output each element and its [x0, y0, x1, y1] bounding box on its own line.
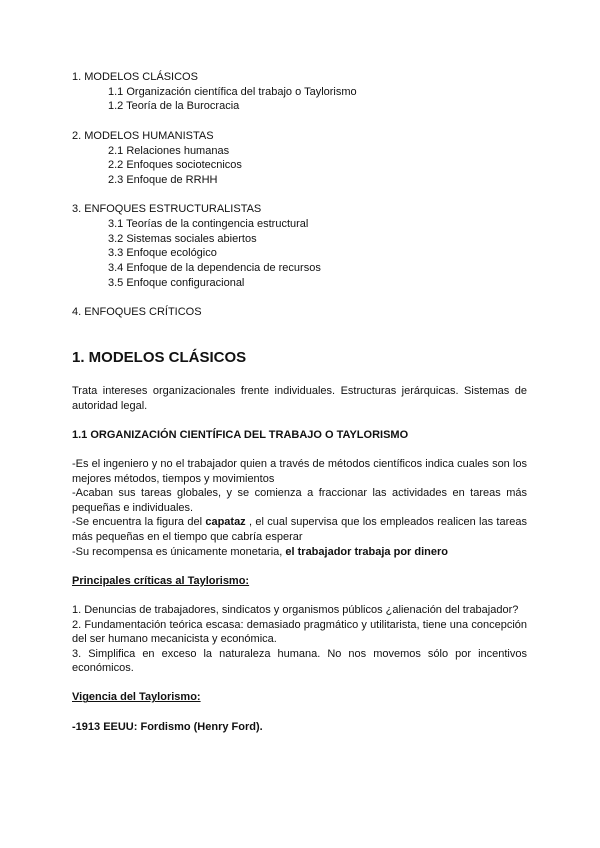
toc-title: 2. MODELOS HUMANISTAS	[72, 129, 214, 142]
toc-item: 3.4 Enfoque de la dependencia de recursos	[108, 262, 321, 275]
vigencia-heading: Vigencia del Taylorismo:	[72, 691, 201, 704]
toc-title: 4. ENFOQUES CRÍTICOS	[72, 306, 202, 319]
bullet-bold-text: el trabajador trabaja por dinero	[285, 545, 448, 558]
document-body	[72, 348, 527, 734]
bullet-bold-text: capataz	[205, 516, 246, 529]
toc-title: 3. ENFOQUES ESTRUCTURALISTAS	[72, 203, 262, 216]
critica-item: 1. Denuncias de trabajadores, sindicatos y organismos públicos ¿alienación del trabajador?	[72, 603, 519, 616]
toc-item: 1.2 Teoría de la Burocracia	[108, 100, 240, 113]
toc-group-1	[72, 70, 532, 114]
toc-title: 1. MODELOS CLÁSICOS	[72, 71, 198, 83]
toc-group-4	[72, 305, 532, 320]
toc-item: 1.1 Organización científica del trabajo o Taylorismo	[108, 85, 357, 98]
bullet-paragraph	[72, 515, 527, 544]
toc-group-3	[72, 202, 532, 290]
intro-paragraph: Trata intereses organizacionales frente individuales. Estructuras jerárquicas. Sistemas de autoridad legal.	[72, 385, 527, 412]
toc-group-2	[72, 129, 532, 188]
table-of-contents	[72, 70, 532, 335]
bullet-text: -Su recompensa es únicamente monetaria,	[72, 545, 286, 558]
toc-item: 2.2 Enfoques sociotecnicos	[108, 159, 242, 172]
subsection-heading: 1.1 ORGANIZACIÓN CIENTÍFICA DEL TRABAJO O TAYLORISMO	[72, 428, 409, 441]
critica-item: 3. Simplifica en exceso la naturaleza humana. No nos movemos sólo por incentivos económicos.	[72, 647, 527, 675]
section-heading: 1. MODELOS CLÁSICOS	[72, 349, 247, 366]
criticas-heading: Principales críticas al Taylorismo:	[72, 574, 250, 587]
bullet-text: -Se encuentra la figura del	[72, 516, 206, 529]
bullet-paragraph: -Acaban sus tareas globales, y se comienza a fraccionar las actividades en tareas más pequeñas e individuales.	[72, 487, 527, 514]
toc-item: 3.5 Enfoque configuracional	[108, 276, 245, 289]
toc-item: 3.3 Enfoque ecológico	[108, 247, 217, 260]
toc-item: 3.2 Sistemas sociales abiertos	[108, 232, 257, 245]
bullet-text: , el cual supervisa que los empleados realicen las tareas más pequeñas en el tiempo que cabría esperar	[72, 516, 527, 543]
toc-item: 2.3 Enfoque de RRHH	[108, 173, 218, 186]
bullet-paragraph	[72, 545, 527, 560]
bullet-paragraph: -Es el ingeniero y no el trabajador quien a través de métodos científicos indica cuales son los mejores métodos, tiempos y movimientos	[72, 457, 527, 485]
toc-item: 2.1 Relaciones humanas	[108, 144, 230, 157]
critica-item: 2. Fundamentación teórica escasa: demasiado pragmático y utilitarista, tiene una concepción del ser humano mecanicista y económica.	[72, 618, 527, 646]
toc-item: 3.1 Teorías de la contingencia estructural	[108, 218, 309, 230]
vigencia-item: -1913 EEUU: Fordismo (Henry Ford).	[72, 720, 263, 733]
